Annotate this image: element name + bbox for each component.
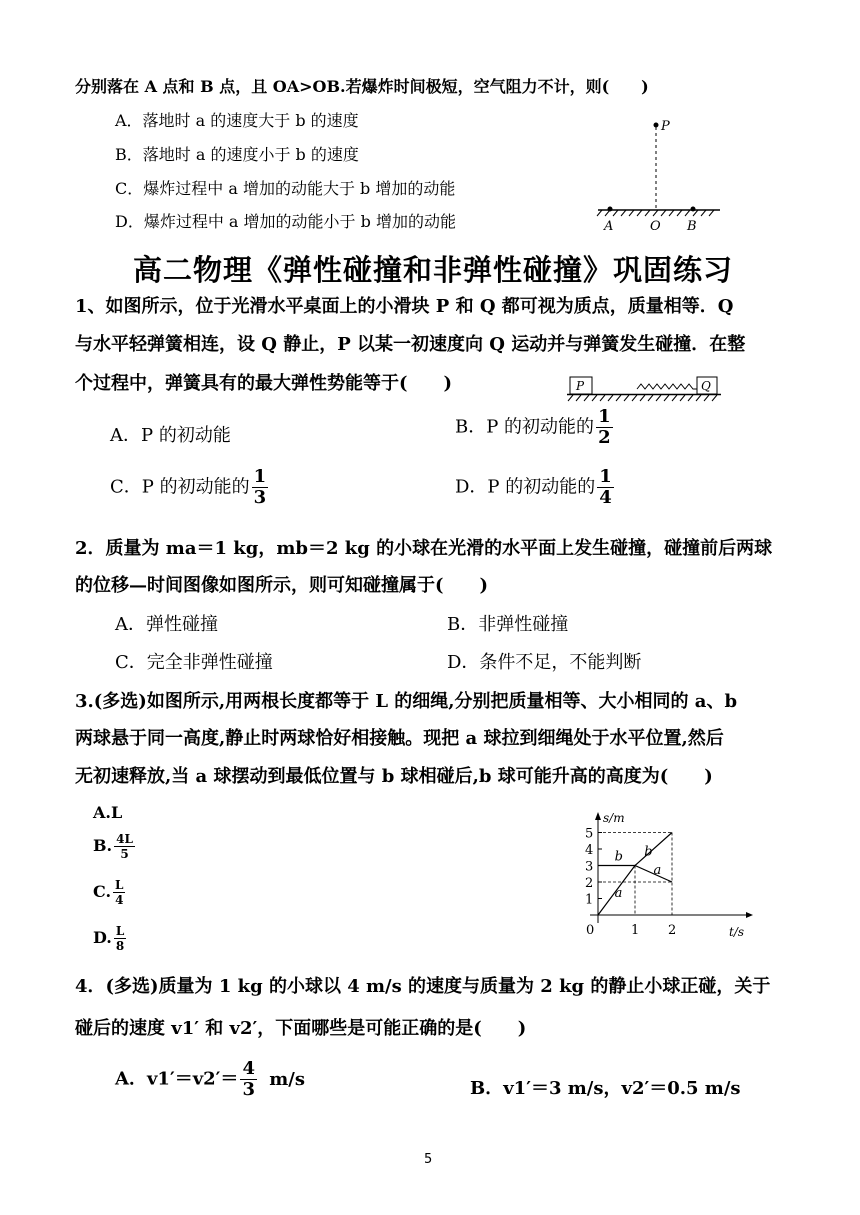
q3-option-d-text: D. (93, 928, 112, 947)
q1-option-c-text: C．P 的初动能的 (110, 476, 250, 498)
q3-option-d (93, 925, 126, 952)
label-b-before: b (614, 849, 623, 865)
spring (637, 384, 697, 389)
x-axis-label: t/s (729, 925, 745, 939)
q3-option-b-fraction (114, 833, 135, 860)
q3-c-den: 4 (115, 893, 124, 907)
label-a-after: a (653, 862, 662, 878)
q3-stem-line-2: 两球悬于同一高度,静止时两球恰好相接触。现把 a 球拉到细绳处于水平位置,然后 (75, 728, 724, 749)
table-hatch (568, 395, 717, 401)
block-p-label: P (576, 379, 585, 393)
q1-d-den: 4 (599, 487, 612, 508)
q2-stem-line-2: 的位移—时间图像如图所示，则可知碰撞属于( ) (75, 575, 489, 596)
q3-option-c-fraction (113, 879, 125, 906)
q2-stem-line-1: 2．质量为 ma＝1 kg，mb＝2 kg 的小球在光滑的水平面上发生碰撞，碰撞前后两球 (75, 538, 773, 559)
st-graph (570, 808, 760, 943)
q4-option-a-fraction (240, 1060, 257, 1099)
q1-c-num: 1 (253, 466, 267, 487)
q4-a-num: 4 (242, 1058, 255, 1079)
q1-option-a: A．P 的初动能 (110, 425, 231, 446)
q1-option-c-fraction (252, 468, 269, 507)
q3-option-b-text: B. (93, 836, 113, 855)
q3-option-c-text: C. (93, 882, 112, 901)
label-a: A (604, 219, 614, 234)
q4-stem-line-1: 4．(多选)质量为 1 kg 的小球以 4 m/s 的速度与质量为 2 kg 的静止小球正碰，关于 (75, 976, 771, 997)
page-number: 5 (424, 1152, 433, 1167)
x-tick-label-0: 0 (586, 923, 595, 938)
q1-b-den: 2 (598, 427, 611, 448)
label-p: P (661, 119, 670, 134)
graph-layer (585, 811, 753, 939)
prev-option-a: A．落地时 a 的速度大于 b 的速度 (115, 111, 359, 130)
q3-stem-line-1: 3.(多选)如图所示,用两根长度都等于 L 的细绳,分别把质量相等、大小相同的 a、b (75, 691, 738, 712)
q1-option-d-fraction (597, 468, 614, 507)
y-tick-label-3: 3 (585, 859, 594, 875)
label-a-before: a (614, 885, 623, 901)
q1-c-den: 3 (253, 487, 267, 508)
label-b: B (687, 219, 697, 234)
ground-hatch (597, 210, 714, 216)
q3-stem-line-3: 无初速释放,当 a 球摆动到最低位置与 b 球相碰后,b 球可能升高的高度为( ) (75, 766, 713, 787)
q3-b-den: 5 (120, 847, 129, 861)
prev-option-d: D．爆炸过程中 a 增加的动能小于 b 增加的动能 (115, 212, 456, 231)
q4-stem-line-2: 碰后的速度 v1′ 和 v2′，下面哪些是可能正确的是( ) (75, 1018, 527, 1039)
label-b-after: b (644, 844, 653, 860)
q1-d-num: 1 (599, 466, 612, 487)
q1-option-b-fraction (596, 408, 613, 447)
x-tick-label-2: 2 (668, 923, 677, 938)
y-tick-label-5: 5 (585, 826, 594, 842)
q4-a-den: 3 (242, 1079, 255, 1100)
q1-option-b (455, 408, 613, 447)
block-q-label: Q (701, 379, 711, 393)
y-tick-label-2: 2 (585, 876, 594, 891)
q1-option-d-text: D．P 的初动能的 (455, 476, 596, 498)
q2-option-c: C．完全非弹性碰撞 (115, 652, 273, 673)
q4-option-a-text: A．v1′＝v2′＝ (115, 1068, 239, 1090)
q3-d-num: L (115, 924, 125, 938)
q1-option-b-text: B．P 的初动能的 (455, 416, 595, 438)
prev-option-c: C．爆炸过程中 a 增加的动能大于 b 增加的动能 (115, 179, 456, 198)
point-b (691, 207, 696, 212)
q3-option-d-fraction (114, 925, 126, 952)
point-p (654, 123, 659, 128)
explosion-figure (590, 112, 730, 237)
q4-option-b: B．v1′＝3 m/s，v2′＝0.5 m/s (470, 1078, 741, 1099)
q3-option-c (93, 879, 125, 906)
x-axis-arrow (746, 912, 753, 918)
q1-stem-line-3: 个过程中，弹簧具有的最大弹性势能等于( ) (75, 373, 453, 394)
q1-b-num: 1 (598, 406, 611, 427)
q1-stem-line-2: 与水平轻弹簧相连，设 Q 静止，P 以某一初速度向 Q 运动并与弹簧发生碰撞．在整 (75, 334, 746, 355)
q1-stem-line-1: 1、如图所示，位于光滑水平桌面上的小滑块 P 和 Q 都可视为质点，质量相等．Q (75, 296, 734, 317)
q2-option-d: D．条件不足，不能判断 (447, 652, 642, 673)
q2-option-a: A．弹性碰撞 (115, 614, 218, 635)
q3-d-den: 8 (115, 939, 125, 953)
q4-option-a (115, 1060, 305, 1099)
q1-option-c (110, 468, 268, 507)
q2-option-b: B．非弹性碰撞 (447, 614, 569, 635)
q3-option-b (93, 833, 135, 860)
label-o: O (650, 219, 661, 234)
spring-figure (565, 373, 725, 403)
page-title: 高二物理《弹性碰撞和非弹性碰撞》巩固练习 (133, 253, 734, 287)
series-b-line (598, 833, 672, 866)
q3-c-num: L (115, 878, 124, 892)
x-tick-label-1: 1 (631, 923, 640, 938)
q3-b-num: 4L (116, 832, 133, 846)
y-tick-label-1: 1 (585, 892, 594, 908)
y-tick-label-4: 4 (585, 843, 594, 858)
y-axis-arrow (595, 812, 601, 820)
prev-question-stem: 分别落在 A 点和 B 点，且 OA>OB.若爆炸时间极短，空气阻力不计，则( ) (75, 77, 649, 96)
prev-option-b: B．落地时 a 的速度小于 b 的速度 (115, 145, 359, 164)
point-a (608, 207, 613, 212)
q4-option-a-unit: m/s (269, 1068, 306, 1090)
q3-option-a: A.L (93, 803, 123, 822)
y-axis-label: s/m (603, 811, 625, 825)
q1-option-d (455, 468, 614, 507)
